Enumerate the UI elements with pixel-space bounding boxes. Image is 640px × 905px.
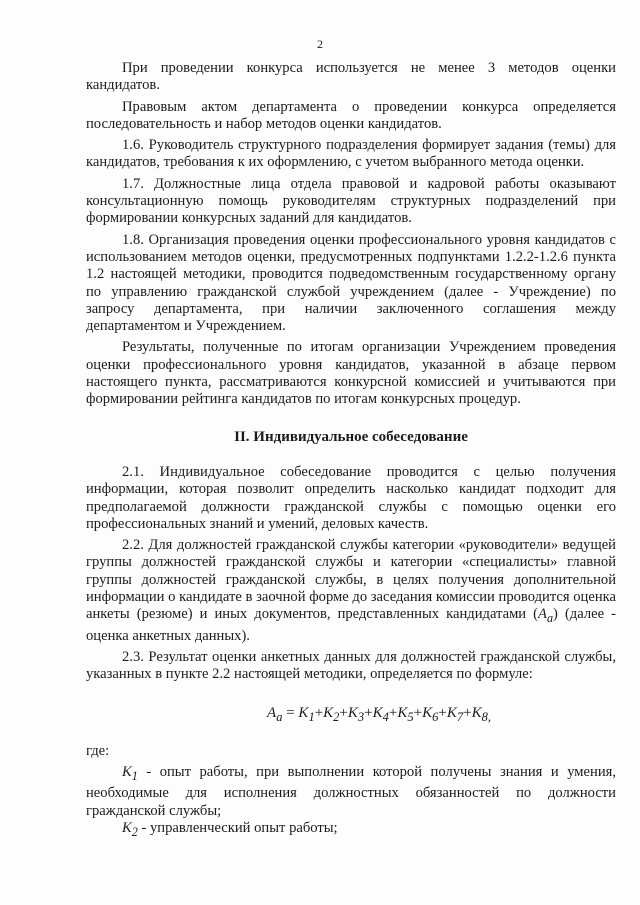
definition-k1	[86, 764, 616, 820]
k1-sub: 1	[131, 768, 138, 783]
section-heading: II. Индивидуальное собеседование	[234, 428, 468, 445]
k1-text: - опыт работы, при выполнении которой получены знания и умения, необходимые для исполнения должностных обязанностей по должности гражданской службы;	[86, 764, 616, 819]
formula-term: K	[471, 705, 482, 722]
paragraph-1-8: 1.8. Организация проведения оценки профессионального уровня кандидатов с использованием методов оценки, предусмотренных подпунктами 1.2.2-1.2.6 пункта 1.2 настоящей методики, проводится подведомственным государственному органу по управлению гражданской службой учреждением (далее - Учреждение) по запросу департамента, при наличии заключенного соглашения между департаментом и Учреждением.	[86, 231, 616, 335]
paragraph-1-7: 1.7. Должностные лица отдела правовой и кадровой работы оказывают консультационную помощь руководителям структурных подразделений при формировании конкурсных заданий для кандидатов.	[86, 175, 616, 227]
k2-text: - управленческий опыт работы;	[137, 819, 338, 836]
where-label: где:	[86, 742, 110, 759]
paragraph-methods-count: При проведении конкурса используется не менее 3 методов оценки кандидатов.	[86, 60, 616, 94]
page-number: 2	[317, 37, 323, 51]
formula-term-sub: 6	[432, 710, 439, 725]
formula-term: K	[446, 705, 457, 722]
formula-lhs-sub: a	[276, 710, 283, 725]
formula-term: K	[422, 705, 433, 722]
formula-term-sub: 7	[456, 710, 464, 725]
paragraph-2-1: 2.1. Индивидуальное собеседование проводится с целью получения информации, которая позволит определить насколько кандидат подходит для предполагаемой должности гражданской службы с помощью оценки его профессиональных знаний и умений, деловых качеств.	[86, 463, 616, 532]
paragraph-2-2-tail: ) (далее - оценка анкетных данных).	[86, 606, 616, 644]
document-body	[86, 60, 616, 841]
symbol-a-sub: a	[546, 611, 554, 626]
formula-term: K	[372, 705, 383, 722]
paragraph-legal-act: Правовым актом департамента о проведении конкурса определяется последовательность и набор методов оценки кандидатов.	[86, 98, 616, 132]
formula-term: K	[298, 705, 309, 722]
paragraph-2-3: 2.3. Результат оценки анкетных данных для должностей гражданской службы, указанных в пункте 2.2 настоящей методики, определяется по формуле:	[86, 648, 616, 683]
formula-term-sub: 4	[382, 710, 389, 725]
formula-term-sub: 3	[357, 710, 365, 725]
k2-sub: 2	[131, 824, 138, 839]
formula-equals: =	[286, 705, 295, 722]
definition-k2	[86, 820, 616, 841]
paragraph-1-6: 1.6. Руководитель структурного подразделения формирует задания (темы) для кандидатов, требования к их оформлению, с учетом выбранного метода оценки.	[86, 137, 616, 171]
symbol-a: A	[538, 606, 547, 623]
formula: $A_a = K_1+K_2+K_3+K_4+K_5+K_6+K_7+K_{8,}$	[267, 705, 491, 725]
k1-symbol: K	[122, 764, 132, 780]
formula-term: K	[347, 705, 358, 722]
formula-lhs: A	[267, 705, 277, 722]
paragraph-2-2	[86, 537, 616, 645]
formula-term-sub: 1	[308, 710, 315, 725]
formula-term-sub: 2	[333, 710, 340, 725]
formula-term-sub: 8,	[481, 710, 491, 725]
formula-term-sub: 5	[407, 710, 414, 725]
formula-term: K	[397, 705, 408, 722]
paragraph-2-2-text: 2.2. Для должностей гражданской службы категории «руководители» ведущей группы должностей гражданской службы и категории «специалисты» главной группы должностей гражданской службы, в целях получения дополнительной информации о кандидате в заочной форме до заседания комиссии проводится оценка анкеты (резюме) и иных документов, представленных кандидатами (	[86, 537, 616, 623]
formula-term: K	[323, 705, 334, 722]
paragraph-results: Результаты, полученные по итогам организации Учреждением проведения оценки профессионального уровня кандидатов, указанной в абзаце первом настоящего пункта, рассматриваются конкурсной комиссией и учитываются при формировании рейтинга кандидатов по итогам конкурсных процедур.	[86, 339, 616, 408]
k2-symbol: K	[122, 819, 132, 836]
